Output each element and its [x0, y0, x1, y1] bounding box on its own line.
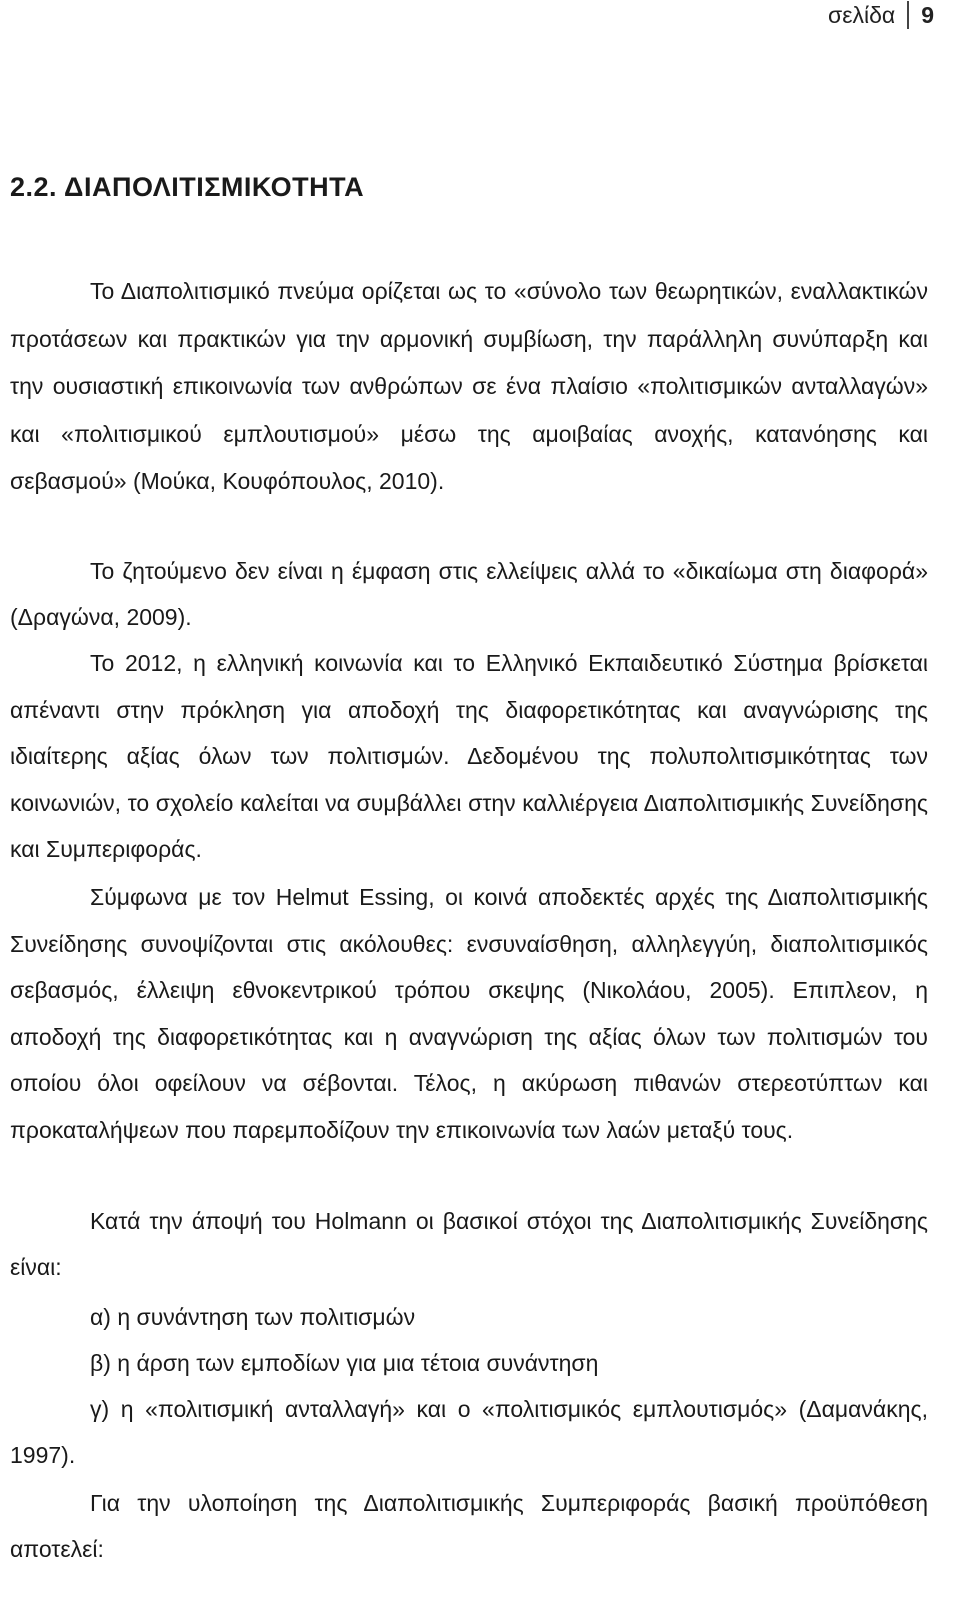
- page-number: 9: [921, 1, 934, 28]
- paragraph-holmann-goals: [10, 1198, 928, 1290]
- paragraph-text: Για την υλοποίηση της Διαπολιτισμικής Συμπεριφοράς βασική προϋπόθεση αποτελεί:: [10, 1490, 928, 1562]
- list-item-c: [10, 1386, 928, 1478]
- paragraph-greek-society: [10, 640, 928, 873]
- list-item-text: γ) η «πολιτισμική ανταλλαγή» και ο «πολιτισμικός εμπλουτισμός» (Δαμανάκης, 1997).: [10, 1396, 928, 1468]
- section-heading: 2.2. ΔΙΑΠΟΛΙΤΙΣΜΙΚΟΤΗΤΑ: [10, 172, 365, 202]
- paragraph-text: Το 2012, η ελληνική κοινωνία και το Ελληνικό Εκπαιδευτικό Σύστημα βρίσκεται απέναντι στην πρόκληση για αποδοχή της διαφορετικότητας και αναγνώρισης της ιδιαίτερης αξίας όλων των πολιτισμών. Δεδομένου της πολυπολιτισμικότητας των κοινωνιών, το σχολείο καλείται να συμβάλλει στην καλλιέργεια Διαπολιτισμικής Συνείδησης και Συμπεριφοράς.: [10, 650, 928, 862]
- page-header: [828, 0, 934, 30]
- paragraph-prerequisite: [10, 1480, 928, 1572]
- paragraph-text: Το Διαπολιτισμικό πνεύμα ορίζεται ως το «σύνολο των θεωρητικών, εναλλακτικών προτάσεων και πρακτικών για την αρμονική συμβίωση, την παράλληλη συνύπαρξη και την ουσιαστική επικοινωνία των ανθρώπων σε ένα πλαίσιο «πολιτισμικών ανταλλαγών» και «πολιτισμικού εμπλουτισμού» μέσω της αμοιβαίας ανοχής, κατανόησης και σεβασμού» (Μούκα, Κουφόπουλος, 2010).: [10, 278, 928, 494]
- header-divider: [907, 1, 909, 29]
- list-item-b: [10, 1340, 928, 1386]
- paragraph-definition: [10, 268, 928, 506]
- list-item-a: [10, 1294, 928, 1340]
- list-item-text: β) η άρση των εμποδίων για μια τέτοια συνάντηση: [90, 1350, 599, 1376]
- page-label: σελίδα: [828, 1, 896, 28]
- paragraph-right-to-difference: [10, 548, 928, 640]
- paragraph-text: Σύμφωνα με τον Helmut Essing, οι κοινά αποδεκτές αρχές της Διαπολιτισμικής Συνείδησης συνοψίζονται στις ακόλουθες: ενσυναίσθηση, αλληλεγγύη, διαπολιτισμικός σεβασμός, έλλειψη εθνοκεντρικού τρόπου σκεψης (Νικολάου, 2005). Επιπλεον, η αποδοχή της διαφορετικότητας και η αναγνώριση της αξίας όλων των πολιτισμών του οποίου όλοι οφείλουν να σέβονται. Τέλος, η ακύρωση πιθανών στερεοτύπτων και προκαταλήψεων που παρεμποδίζουν την επικοινωνία των λαών μεταξύ τους.: [10, 884, 928, 1143]
- paragraph-text: Κατά την άποψή του Holmann οι βασικοί στόχοι της Διαπολιτισμικής Συνείδησης είναι:: [10, 1208, 928, 1280]
- list-item-text: α) η συνάντηση των πολιτισμών: [90, 1304, 416, 1330]
- paragraph-text: Το ζητούμενο δεν είναι η έμφαση στις ελλείψεις αλλά το «δικαίωμα στη διαφορά» (Δραγώνα, 2009).: [10, 558, 928, 630]
- paragraph-essing-principles: [10, 874, 928, 1153]
